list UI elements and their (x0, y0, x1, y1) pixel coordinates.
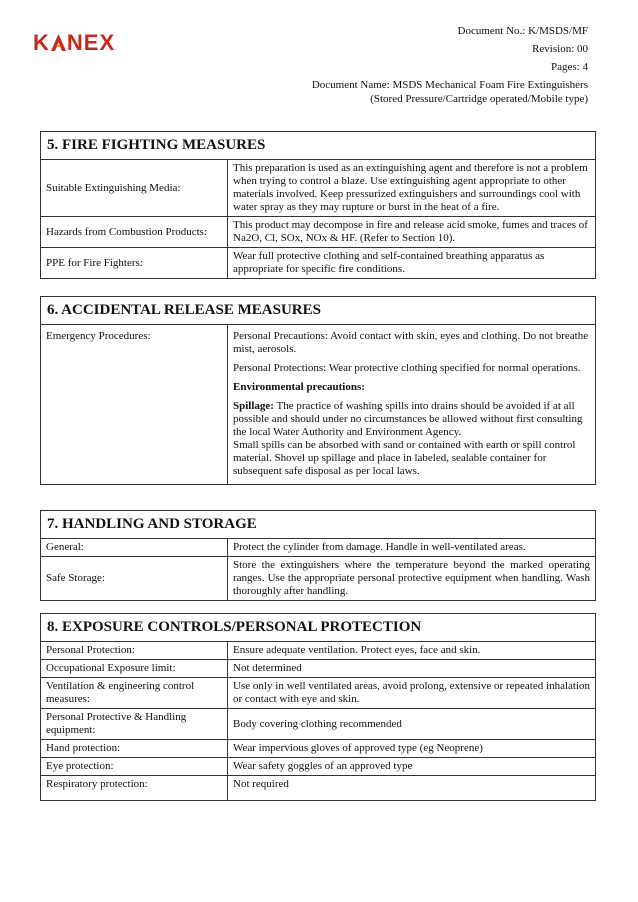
row-value: Not required (228, 776, 596, 801)
section-title: 7. HANDLING AND STORAGE (41, 511, 595, 539)
section-fire-fighting (40, 131, 596, 279)
row-value: Store the extinguishers where the temperature beyond the marked operating ranges. Use the appropriate personal protective equipment when handling. Wash thoroughly after handling. (228, 557, 596, 601)
accidental-release-table (41, 325, 595, 484)
exposure-controls-table (41, 642, 595, 800)
table-row (41, 642, 595, 660)
section-accidental-release (40, 296, 596, 485)
section-handling-storage (40, 510, 596, 601)
section-title: 8. EXPOSURE CONTROLS/PERSONAL PROTECTION (41, 614, 595, 642)
row-label: Eye protection: (41, 758, 228, 776)
row-value: Body covering clothing recommended (228, 709, 596, 740)
handling-storage-table (41, 539, 595, 600)
row-label: Hazards from Combustion Products: (41, 217, 228, 248)
row-value: Not determined (228, 660, 596, 678)
personal-precautions: Personal Precautions: Avoid contact with skin, eyes and clothing. Do not breathe mist, aerosols. (233, 330, 589, 355)
table-row (41, 758, 595, 776)
logo-flame-a-icon (50, 33, 67, 51)
personal-protections: Personal Protections: Wear protective clothing specified for normal operations. (233, 362, 581, 374)
row-label: Hand protection: (41, 740, 228, 758)
row-label: Respiratory protection: (41, 776, 228, 801)
row-value: Wear full protective clothing and self-contained breathing apparatus as appropriate for specific fire conditions. (228, 248, 596, 279)
table-row (41, 776, 595, 801)
table-row (41, 248, 595, 279)
table-row (41, 678, 595, 709)
spillage-label: Spillage: (233, 400, 274, 412)
row-value: This product may decompose in fire and release acid smoke, fumes and traces of Na2O, Cl, SOx, NOx & HF. (Refer to Section 10). (228, 217, 596, 248)
fire-fighting-table (41, 160, 595, 278)
document-name-line2: (Stored Pressure/Cartridge operated/Mobile type) (370, 93, 588, 105)
row-value (228, 325, 596, 484)
spillage-paragraph (233, 400, 590, 439)
spillage-text: The practice of washing spills into drains should be avoided if at all possible and should under no circumstances be allowed without first consulting the local Water Authority and Environment Agency. (233, 400, 583, 438)
row-value: Wear safety goggles of an approved type (228, 758, 596, 776)
row-label: General: (41, 539, 228, 557)
small-spills-paragraph: Small spills can be absorbed with sand or contained with earth or spill control material. Shovel up spillage and place in labeled, sealable container for subsequent safe disposal as per local laws. (233, 439, 576, 477)
document-name (312, 78, 588, 106)
row-value: Protect the cylinder from damage. Handle in well-ventilated areas. (228, 539, 596, 557)
section-title: 5. FIRE FIGHTING MEASURES (41, 132, 595, 160)
document-name-line1: Document Name: MSDS Mechanical Foam Fire Extinguishers (311, 79, 588, 91)
table-row (41, 160, 595, 217)
section-title: 6. ACCIDENTAL RELEASE MEASURES (41, 297, 595, 325)
table-row (41, 325, 595, 484)
row-label: Ventilation & engineering control measures: (41, 678, 228, 709)
row-label: Suitable Extinguishing Media: (41, 160, 228, 217)
row-label: Personal Protection: (41, 642, 228, 660)
table-row (41, 217, 595, 248)
row-label: Occupational Exposure limit: (41, 660, 228, 678)
table-row (41, 660, 595, 678)
row-label: Emergency Procedures: (41, 325, 228, 484)
section-exposure-controls (40, 613, 596, 801)
row-value: Use only in well ventilated areas, avoid prolong, extensive or repeated inhalation or contact with eye and skin. (228, 678, 596, 709)
row-label: Safe Storage: (41, 557, 228, 601)
revision: Revision: 00 (532, 43, 588, 55)
row-value: This preparation is used as an extinguishing agent and therefore is not a problem when trying to control a blaze. Use extinguishing agent appropriate to other materials involved. Keep pressurized extinguishers and surroundings cool with water spray as they may rupture or burst in the heat of a fire. (228, 160, 596, 217)
row-value: Ensure adequate ventilation. Protect eyes, face and skin. (228, 642, 596, 660)
table-row (41, 740, 595, 758)
table-row (41, 557, 595, 601)
environmental-precautions-heading: Environmental precautions: (233, 381, 365, 393)
table-row (41, 709, 595, 740)
table-row (41, 539, 595, 557)
document-number: Document No.: K/MSDS/MF (457, 25, 588, 37)
kanex-logo: K NEX (33, 30, 116, 55)
row-label: PPE for Fire Fighters: (41, 248, 228, 279)
document-meta (458, 22, 589, 76)
row-label: Personal Protective & Handling equipment: (41, 709, 228, 740)
pages: Pages: 4 (551, 61, 588, 73)
row-value: Wear impervious gloves of approved type (eg Neoprene) (228, 740, 596, 758)
